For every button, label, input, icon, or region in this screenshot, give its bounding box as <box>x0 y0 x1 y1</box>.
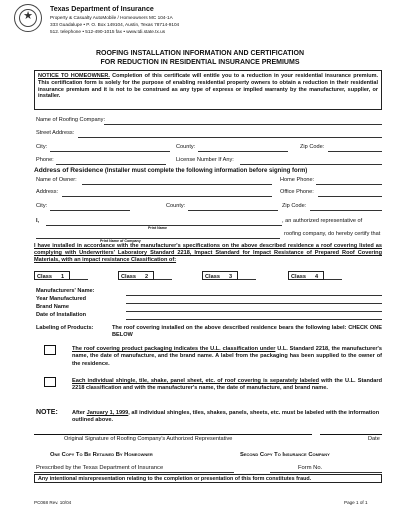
owner-label: Name of Owner: <box>36 177 77 183</box>
revision: PC068 Rev. 10/04 <box>34 500 72 505</box>
form-title-line1: ROOFING INSTALLATION INFORMATION AND CERTIFICATION <box>95 50 305 57</box>
residence-heading-note: (Installer must complete the following information before signing form) <box>103 168 308 174</box>
class-2-field[interactable] <box>154 279 172 280</box>
date-field[interactable] <box>320 434 382 435</box>
residence-heading <box>34 167 307 175</box>
phone-label: Phone: <box>36 157 54 163</box>
residence-county-field[interactable] <box>188 210 278 211</box>
option-1-checkbox[interactable] <box>44 345 56 355</box>
company-name-label: Name of Roofing Company: <box>36 117 106 123</box>
division-line: Property & Casualty AutoMobile / Homeowners MC 104-1A <box>50 15 173 20</box>
option-1-lead: The roof covering product packaging indicates the U.L. classification under <box>72 346 276 352</box>
residence-zip-field[interactable] <box>310 210 382 211</box>
labeling-label: Labeling of Products: <box>36 325 94 331</box>
home-phone-field[interactable] <box>316 184 382 185</box>
class-4-number: 4 <box>315 273 319 280</box>
residence-city-label: City: <box>36 203 48 209</box>
star-icon: ★ <box>23 10 33 22</box>
home-phone-label: Home Phone: <box>280 177 315 183</box>
manufacturer-name-label: Manufacturers' Name: <box>36 288 95 294</box>
installation-date-field[interactable] <box>126 319 382 320</box>
cert-authorized: , an authorized representative of <box>282 218 363 224</box>
note-label: NOTE: <box>36 409 58 416</box>
prescribed-line: Prescribed by the Texas Department of Insurance <box>36 465 164 471</box>
page-number: Page 1 of 1 <box>344 500 368 505</box>
copy-homeowner: One Copy To Be Retained By Homeowner <box>50 452 153 458</box>
license-label: License Number If Any: <box>176 157 234 163</box>
notice-lead: NOTICE TO HOMEOWNER. <box>38 73 110 79</box>
year-manufactured-label: Year Manufactured <box>36 296 87 302</box>
residence-city-field[interactable] <box>50 210 130 211</box>
class-4-field[interactable] <box>324 279 342 280</box>
signature-field[interactable] <box>34 434 312 435</box>
prescribed-underline <box>34 472 234 473</box>
form-title-line2: FOR REDUCTION IN RESIDENTIAL INSURANCE PREMIUMS <box>100 59 300 66</box>
class-2-label: Class <box>121 273 136 280</box>
form-number-underline <box>270 472 382 473</box>
option-2-lead: Each individual shingle, tile, shake, panel sheet, etc. of roof covering is separately labeled <box>72 378 320 384</box>
residence-address-field[interactable] <box>62 196 272 197</box>
cert-i-label: I, <box>36 218 40 224</box>
print-company-caption: Print Name of Company <box>100 239 141 243</box>
residence-address-label: Address: <box>36 189 59 195</box>
street-label: Street Address: <box>36 130 75 136</box>
class-2-box[interactable] <box>118 271 154 280</box>
note-text <box>72 410 382 425</box>
print-name-caption: Print Name <box>148 226 167 230</box>
owner-field[interactable] <box>82 184 272 185</box>
option-2-body: with the U.L. Standard 2218 classification and with the manufacturer's name, the date of manufacture, and brand name. <box>72 378 382 392</box>
cert-statement: I have installed in accordance with the manufacturer's specifications on the above described residence a roof covering listed as complying with Underwriters' Laboratory Standard 2218, Impact Standard for Impact Resistance of Prepared Roof Covering Materials, with an impact resistance Classification of: <box>34 243 382 263</box>
street-field[interactable] <box>78 137 382 138</box>
license-field[interactable] <box>240 164 382 165</box>
option-1-body: U.L. Standard 2218, the manufacturer's name, the date of manufacture, and the brand name. A label from the packaging has been supplied to the owner of the residence. <box>72 346 382 367</box>
class-3-number: 3 <box>229 273 233 280</box>
note-text-b: , all individual shingles, tiles, shakes, panels, sheets, etc. must be labeled with the information outlined above. <box>72 410 380 424</box>
phone-line: 512. telephone • 512-490-1015 fax • www.tdi.state.tx.us <box>50 29 166 34</box>
labeling-text: The roof covering installed on the above described residence bears the following label: CHECK ONE BELOW <box>112 325 382 339</box>
class-1-box[interactable] <box>34 271 70 280</box>
signature-caption: Original Signature of Roofing Company's Authorized Representative <box>64 436 233 442</box>
address-line: 333 Guadalupe • P. O. Box 149104, Austin, Texas 78714-9104 <box>50 22 180 27</box>
notice-text: Completion of this certificate will entitle you to a reduction in your residential insurance premium. This certification form is solely for the purpose of enabling residential property owners to obtain a reduction in their residential insurance premium and it is not to be construed as any type of express or implied warranty by the manufacturer, supplier, or installer. <box>38 73 378 100</box>
residence-zip-label: Zip Code: <box>282 203 307 209</box>
brand-name-label: Brand Name <box>36 304 69 310</box>
company-print-field[interactable] <box>36 238 280 239</box>
class-4-label: Class <box>291 273 306 280</box>
notice-box <box>34 70 382 110</box>
option-2-checkbox[interactable] <box>44 377 56 387</box>
option-1-text <box>72 346 382 368</box>
form-number: Form No. <box>298 465 323 471</box>
installation-date-label: Date of Installation <box>36 312 87 318</box>
manufacturer-name-field[interactable] <box>126 295 382 296</box>
residence-heading-title: Address of Residence <box>34 167 104 174</box>
residence-county-label: County: <box>166 203 186 209</box>
class-3-box[interactable] <box>202 271 238 280</box>
city-label: City: <box>36 144 48 150</box>
office-phone-label: Office Phone: <box>280 189 314 195</box>
option-2-text <box>72 378 382 393</box>
phone-field[interactable] <box>56 164 166 165</box>
note-text-a: After <box>72 410 87 416</box>
note-date: January 1, 1999 <box>86 410 129 416</box>
company-name-field[interactable] <box>104 124 382 125</box>
class-1-number: 1 <box>61 273 65 280</box>
copy-insurance: Second Copy To Insurance Company <box>240 452 330 458</box>
brand-name-field[interactable] <box>126 311 382 312</box>
class-3-label: Class <box>205 273 220 280</box>
county-field[interactable] <box>198 151 288 152</box>
city-field[interactable] <box>50 151 170 152</box>
date-caption: Date <box>368 436 380 442</box>
class-1-field[interactable] <box>70 279 88 280</box>
cert-roofing-company: roofing company, do hereby certify that <box>284 231 381 237</box>
zip-label: Zip Code: <box>300 144 325 150</box>
fraud-warning: Any intentional misrepresentation relating to the completion or presentation of this form constitutes fraud. <box>34 474 382 483</box>
class-3-field[interactable] <box>238 279 256 280</box>
class-4-box[interactable] <box>288 271 324 280</box>
class-2-number: 2 <box>145 273 149 280</box>
county-label: County: <box>176 144 196 150</box>
agency-seal <box>14 4 42 32</box>
office-phone-field[interactable] <box>318 196 382 197</box>
year-manufactured-field[interactable] <box>126 303 382 304</box>
zip-field[interactable] <box>328 151 382 152</box>
class-1-label: Class <box>37 273 52 280</box>
agency-name: Texas Department of Insurance <box>50 6 154 13</box>
